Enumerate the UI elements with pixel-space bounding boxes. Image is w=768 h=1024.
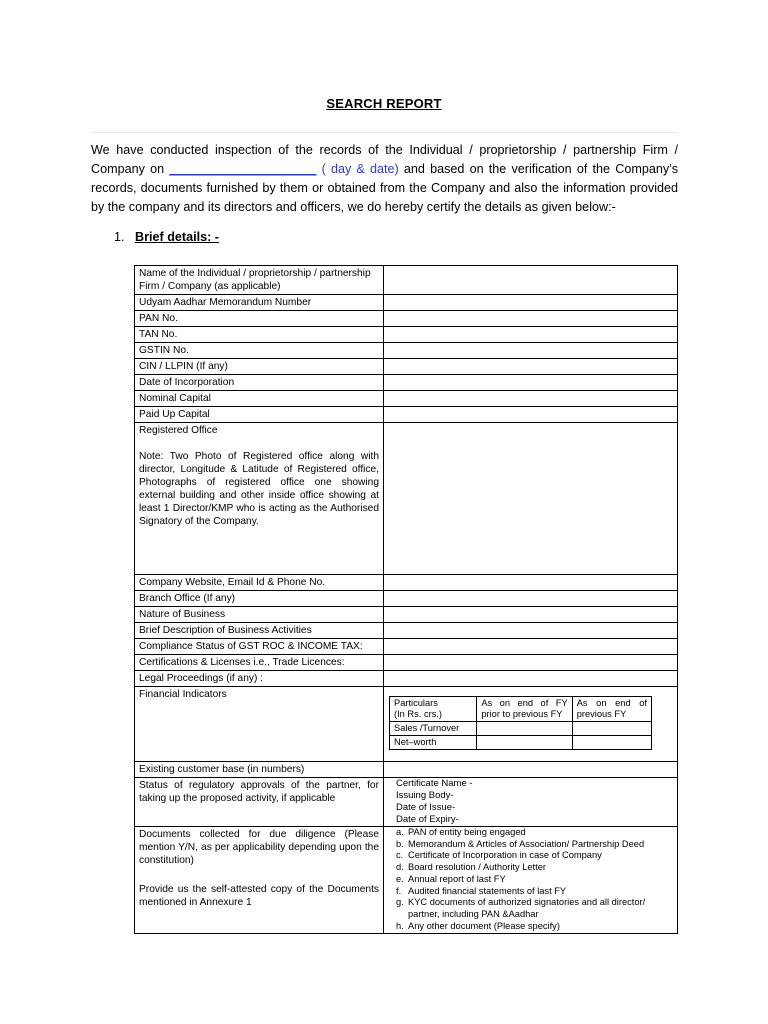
list-marker: g. — [396, 897, 404, 908]
table-row — [135, 639, 678, 655]
row-label-compliance: Compliance Status of GST ROC & INCOME TAX: — [135, 639, 384, 655]
table-row — [390, 736, 652, 750]
table-row — [135, 575, 678, 591]
list-item — [396, 920, 675, 933]
table-row — [135, 295, 678, 311]
value-cell-gstin[interactable] — [384, 343, 678, 359]
divider — [91, 132, 678, 133]
value-cell-udyam[interactable] — [384, 295, 678, 311]
table-row — [135, 607, 678, 623]
documents-list — [396, 827, 675, 932]
table-row — [135, 327, 678, 343]
row-label-nature: Nature of Business — [135, 607, 384, 623]
list-item-text: Any other document (Please specify) — [408, 920, 560, 931]
value-cell-nature[interactable] — [384, 607, 678, 623]
row-label-certs: Certifications & Licenses i.e., Trade Licences: — [135, 655, 384, 671]
table-row — [135, 375, 678, 391]
row-label-registered-office — [135, 423, 384, 575]
row-label-legal: Legal Proceedings (if any) : — [135, 671, 384, 687]
fin-particulars-label: Particulars — [394, 698, 438, 708]
value-cell-legal[interactable] — [384, 671, 678, 687]
value-cell-certs[interactable] — [384, 655, 678, 671]
table-row — [135, 311, 678, 327]
list-item — [396, 873, 675, 886]
certificate-details-cell — [384, 778, 678, 827]
table-row — [135, 359, 678, 375]
fin-header-prior-fy: As on end of FY prior to previous FY — [477, 697, 572, 722]
value-cell-pan[interactable] — [384, 311, 678, 327]
registered-office-note: Note: Two Photo of Registered office along with director, Longitude & Latitude of Registered office, Photographs of registered office one showing external building and other inside office showing at least 1 Director/KMP who is acting as the Authorised Signatory of the Company. — [139, 451, 379, 527]
list-item-text: Annual report of last FY — [408, 873, 506, 884]
list-item-text: KYC documents of authorized signatories and all director/ partner, including PAN &Aadhar — [408, 897, 646, 919]
row-label-documents — [135, 827, 384, 934]
list-item — [396, 827, 675, 839]
table-row — [135, 423, 678, 575]
value-cell-doi[interactable] — [384, 375, 678, 391]
row-label-branch: Branch Office (If any) — [135, 591, 384, 607]
value-cell-name[interactable] — [384, 266, 678, 295]
row-label-pan: PAN No. — [135, 311, 384, 327]
day-date-hint: ( day & date) — [321, 162, 399, 176]
section-title: Brief details: - — [135, 230, 219, 244]
row-label-udyam: Udyam Aadhar Memorandum Number — [135, 295, 384, 311]
table-row — [135, 343, 678, 359]
intro-paragraph — [91, 141, 678, 217]
table-row — [390, 722, 652, 736]
brief-details-table — [134, 265, 678, 934]
table-row — [135, 687, 678, 762]
value-cell-customer-base[interactable] — [384, 762, 678, 778]
list-marker: a. — [396, 827, 404, 837]
fin-row-sales: Sales /Turnover — [390, 722, 477, 736]
list-item — [396, 838, 675, 851]
row-label-financial: Financial Indicators — [135, 687, 384, 762]
table-row — [135, 671, 678, 687]
value-cell-paidup[interactable] — [384, 407, 678, 423]
table-row — [390, 697, 652, 722]
date-of-expiry-label: Date of Expiry- — [396, 814, 459, 825]
table-row — [135, 266, 678, 295]
registered-office-label: Registered Office — [139, 425, 218, 436]
row-label-nominal: Nominal Capital — [135, 391, 384, 407]
list-marker: c. — [396, 850, 404, 861]
table-row — [135, 762, 678, 778]
row-label-cin: CIN / LLPIN (If any) — [135, 359, 384, 375]
certificate-name-label: Certificate Name - — [396, 778, 473, 789]
value-cell-compliance[interactable] — [384, 639, 678, 655]
section-heading — [114, 230, 219, 244]
fin-cell-sales-previous[interactable] — [572, 722, 651, 736]
list-marker: d. — [396, 862, 404, 873]
list-item-text: PAN of entity being engaged — [408, 827, 526, 837]
documents-label: Documents collected for due diligence (Please mention Y/N, as per applicability depending upon the constitution) — [139, 829, 379, 866]
table-row — [135, 655, 678, 671]
fin-header-particulars — [390, 697, 477, 722]
list-item-text: Memorandum & Articles of Association/ Partnership Deed — [408, 838, 645, 849]
value-cell-tan[interactable] — [384, 327, 678, 343]
fin-cell-sales-prior[interactable] — [477, 722, 572, 736]
intro-text-1: We have conducted inspection of the records of the Individual / proprietorship / partnership Firm / Company on — [91, 143, 678, 176]
table-row — [135, 591, 678, 607]
value-cell-registered-office[interactable] — [384, 423, 678, 575]
table-row — [135, 623, 678, 639]
row-label-regulatory: Status of regulatory approvals of the partner, for taking up the proposed activity, if applicable — [135, 778, 384, 827]
page-title: SEARCH REPORT — [326, 96, 442, 111]
section-number: 1. — [114, 230, 125, 244]
list-marker: b. — [396, 838, 404, 849]
date-of-issue-label: Date of Issue- — [396, 802, 456, 813]
value-cell-nominal[interactable] — [384, 391, 678, 407]
list-marker: f. — [396, 885, 402, 896]
list-item — [396, 885, 675, 898]
row-label-gstin: GSTIN No. — [135, 343, 384, 359]
row-label-brief-desc: Brief Description of Business Activities — [135, 623, 384, 639]
list-item-text: Board resolution / Authority Letter — [408, 862, 546, 873]
fin-cell-networth-prior[interactable] — [477, 736, 572, 750]
fin-units-label: (In Rs. crs.) — [394, 709, 443, 719]
row-label-name: Name of the Individual / proprietorship / partnership Firm / Company (as applicable) — [135, 266, 384, 295]
financial-indicators-cell — [384, 687, 678, 762]
documents-note: Provide us the self-attested copy of the Documents mentioned in Annexure 1 — [139, 884, 379, 908]
row-label-paidup: Paid Up Capital — [135, 407, 384, 423]
value-cell-branch[interactable] — [384, 591, 678, 607]
table-row — [135, 407, 678, 423]
table-row — [135, 391, 678, 407]
date-blank: _____________________ — [169, 162, 317, 176]
row-label-customer-base: Existing customer base (in numbers) — [135, 762, 384, 778]
row-label-doi: Date of Incorporation — [135, 375, 384, 391]
documents-list-cell — [384, 827, 678, 934]
list-marker: h. — [396, 920, 404, 931]
value-cell-website[interactable] — [384, 575, 678, 591]
table-row — [135, 827, 678, 934]
list-item — [396, 897, 675, 920]
list-item — [396, 850, 675, 862]
list-item-text: Certificate of Incorporation in case of Company — [408, 850, 602, 861]
list-marker: e. — [396, 873, 404, 884]
value-cell-brief-desc[interactable] — [384, 623, 678, 639]
fin-row-networth: Net–worth — [390, 736, 477, 750]
table-row — [135, 778, 678, 827]
issuing-body-label: Issuing Body- — [396, 790, 454, 801]
list-item-text: Audited financial statements of last FY — [408, 885, 567, 896]
fin-cell-networth-previous[interactable] — [572, 736, 651, 750]
financial-indicators-table — [389, 696, 652, 750]
row-label-tan: TAN No. — [135, 327, 384, 343]
value-cell-cin[interactable] — [384, 359, 678, 375]
row-label-website: Company Website, Email Id & Phone No. — [135, 575, 384, 591]
list-item — [396, 862, 675, 874]
intro-text-2: and based on the verification of the Company’s records, documents furnished by them or obtained from the Company and also the information provided by the company and its directors and officers, we do hereby certify the details as given below:- — [91, 162, 678, 214]
fin-header-previous-fy: As on end of previous FY — [572, 697, 651, 722]
